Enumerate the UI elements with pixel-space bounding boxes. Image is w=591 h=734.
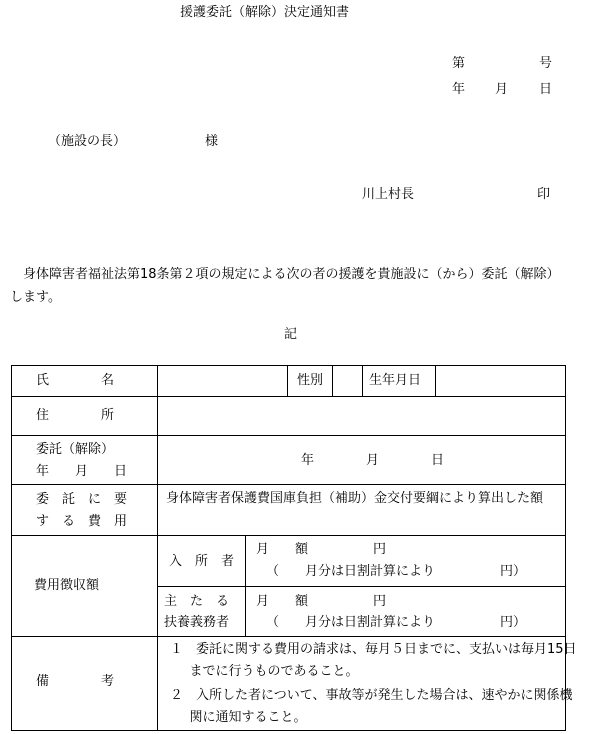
column-divider (245, 535, 246, 636)
sex-label: 性別 (297, 373, 324, 388)
column-divider (287, 366, 288, 396)
resident-daily-note: （ 月分は日割計算により 円） (266, 564, 527, 579)
document-number-label: 第 (452, 56, 466, 71)
row-divider (12, 636, 565, 637)
seal-mark: 印 (537, 187, 551, 202)
supporter-monthly-amount: 月 額 円 (256, 594, 387, 609)
remarks-item-1: １ 委託に関する費用の請求は、毎月５日までに、支払いは毎月15日までに行うものであること。 (170, 642, 577, 679)
name-label: 氏 名 (36, 373, 115, 388)
body-paragraph: 身体障害者福祉法第18条第２項の規定による次の者の援護を貴施設に（から）委託（解除）します。 (10, 267, 560, 305)
commission-date-value: 年 月 日 (301, 453, 445, 468)
collection-amount-label: 費用徴収額 (34, 578, 100, 593)
supporter-label-line1: 主 た る (164, 594, 230, 609)
date-month-label: 月 (495, 82, 509, 97)
birth-date-label: 生年月日 (369, 373, 422, 388)
supporter-daily-note: （ 月分は日割計算により 円） (266, 615, 527, 630)
resident-monthly-amount: 月 額 円 (256, 542, 387, 557)
document-number-suffix: 号 (539, 56, 553, 71)
date-day-label: 日 (539, 82, 553, 97)
column-divider (362, 366, 363, 396)
supporter-label-line2: 扶養義務者 (164, 615, 230, 630)
row-divider (12, 435, 565, 436)
addressee-honorific: 様 (205, 134, 219, 149)
cost-label-line1: 委 託 に 要 (36, 492, 128, 507)
addressee-name: （施設の長） (48, 134, 127, 149)
row-divider (12, 484, 565, 485)
row-divider (12, 535, 565, 536)
column-divider (332, 366, 333, 396)
resident-label: 入 所 者 (169, 554, 235, 569)
address-label: 住 所 (36, 408, 115, 423)
commission-label-line2: 年 月 日 (36, 464, 128, 479)
column-divider (157, 366, 158, 730)
issuer-name: 川上村長 (362, 187, 415, 202)
remarks-item-2: ２ 入所した者について、事故等が発生した場合は、速やかに関係機関に通知すること。 (170, 688, 573, 725)
row-divider (157, 586, 565, 587)
ki-heading: 記 (284, 327, 298, 342)
cost-label-line2: す る 費 用 (36, 514, 128, 529)
cost-description: 身体障害者保護費国庫負担（補助）金交付要綱により算出した額 (166, 491, 544, 506)
document-title: 援護委託（解除）決定通知書 (180, 5, 350, 20)
column-divider (435, 366, 436, 396)
date-year-label: 年 (452, 82, 466, 97)
detail-table (11, 365, 577, 731)
commission-label-line1: 委託（解除） (36, 442, 115, 457)
row-divider (12, 396, 565, 397)
remarks-label: 備 考 (36, 674, 115, 689)
